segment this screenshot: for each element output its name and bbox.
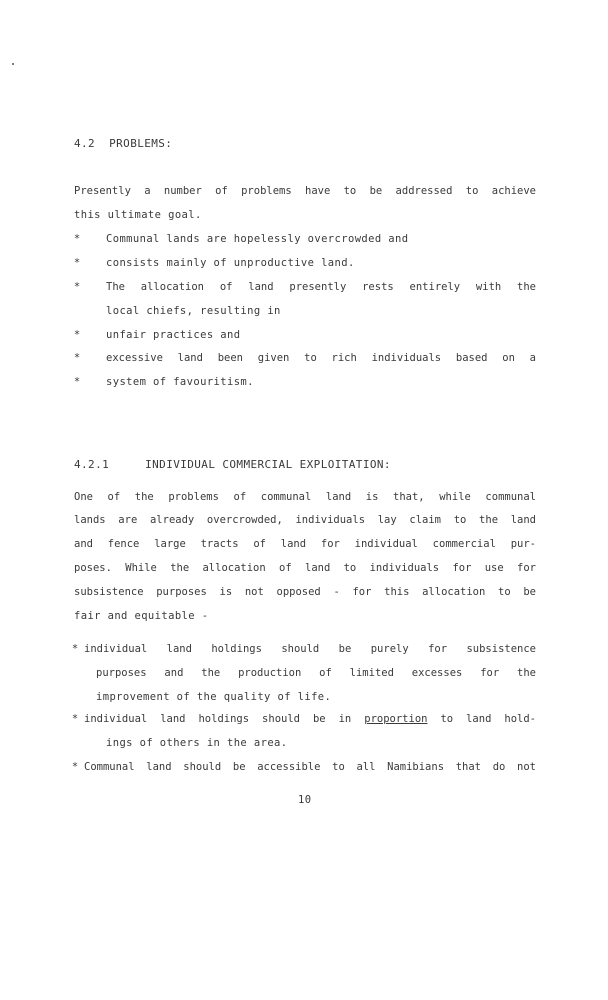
bullet-5: * bbox=[73, 352, 81, 364]
problem-item-3-cont: local chiefs, resulting in bbox=[106, 305, 281, 317]
paragraph-line-5: subsistence purposes is not opposed - for this allocation to be bbox=[74, 586, 536, 598]
problem-item-4: unfair practices and bbox=[106, 329, 241, 341]
condition-bullet-1: * bbox=[71, 643, 79, 655]
bullet-3: * bbox=[73, 281, 81, 293]
condition-2-line-2: ings of others in the area. bbox=[106, 737, 288, 749]
intro-line-2: this ultimate goal. bbox=[74, 209, 202, 221]
condition-2-underlined: proportion bbox=[364, 713, 428, 725]
condition-1-line-1: individual land holdings should be purely for subsistence bbox=[84, 643, 536, 655]
bullet-1: * bbox=[73, 233, 81, 245]
subsection-number: 4.2.1 bbox=[74, 458, 110, 471]
section-number: 4.2 bbox=[74, 137, 96, 150]
paragraph-line-4: poses. While the allocation of land to individuals for use for bbox=[74, 562, 536, 574]
problem-item-5: excessive land been given to rich individuals based on a bbox=[106, 352, 536, 364]
condition-bullet-3: * bbox=[71, 761, 79, 773]
intro-line-1: Presently a number of problems have to be addressed to achieve bbox=[74, 185, 536, 197]
paragraph-line-1: One of the problems of communal land is that, while communal bbox=[74, 491, 536, 503]
paragraph-line-3: and fence large tracts of land for individual commercial pur- bbox=[74, 538, 536, 550]
subsection-title: INDIVIDUAL COMMERCIAL EXPLOITATION: bbox=[145, 458, 391, 471]
condition-2-text-b: to land hold- bbox=[427, 713, 536, 725]
paragraph-line-6: fair and equitable - bbox=[74, 610, 209, 622]
problem-item-6: system of favouritism. bbox=[106, 376, 254, 388]
bullet-4: * bbox=[73, 329, 81, 341]
paragraph-line-2: lands are already overcrowded, individuals lay claim to the land bbox=[74, 514, 536, 526]
problem-item-2: consists mainly of unproductive land. bbox=[106, 257, 355, 269]
section-title: PROBLEMS: bbox=[109, 137, 173, 150]
section-heading bbox=[74, 137, 172, 150]
condition-1-line-3: improvement of the quality of life. bbox=[96, 691, 332, 703]
scan-speck bbox=[12, 63, 14, 65]
condition-1-line-2: purposes and the production of limited excesses for the bbox=[96, 667, 536, 679]
problem-item-1: Communal lands are hopelessly overcrowded and bbox=[106, 233, 409, 245]
subsection-heading bbox=[74, 458, 391, 471]
condition-3-line-1: Communal land should be accessible to all Namibians that do not bbox=[84, 761, 536, 773]
bullet-2: * bbox=[73, 257, 81, 269]
condition-2-text-a: individual land holdings should be in bbox=[84, 713, 365, 725]
bullet-6: * bbox=[73, 376, 81, 388]
problem-item-3: The allocation of land presently rests entirely with the bbox=[106, 281, 536, 293]
page-number: 10 bbox=[298, 794, 312, 806]
condition-2-line-1 bbox=[84, 713, 536, 725]
condition-bullet-2: * bbox=[71, 713, 79, 725]
